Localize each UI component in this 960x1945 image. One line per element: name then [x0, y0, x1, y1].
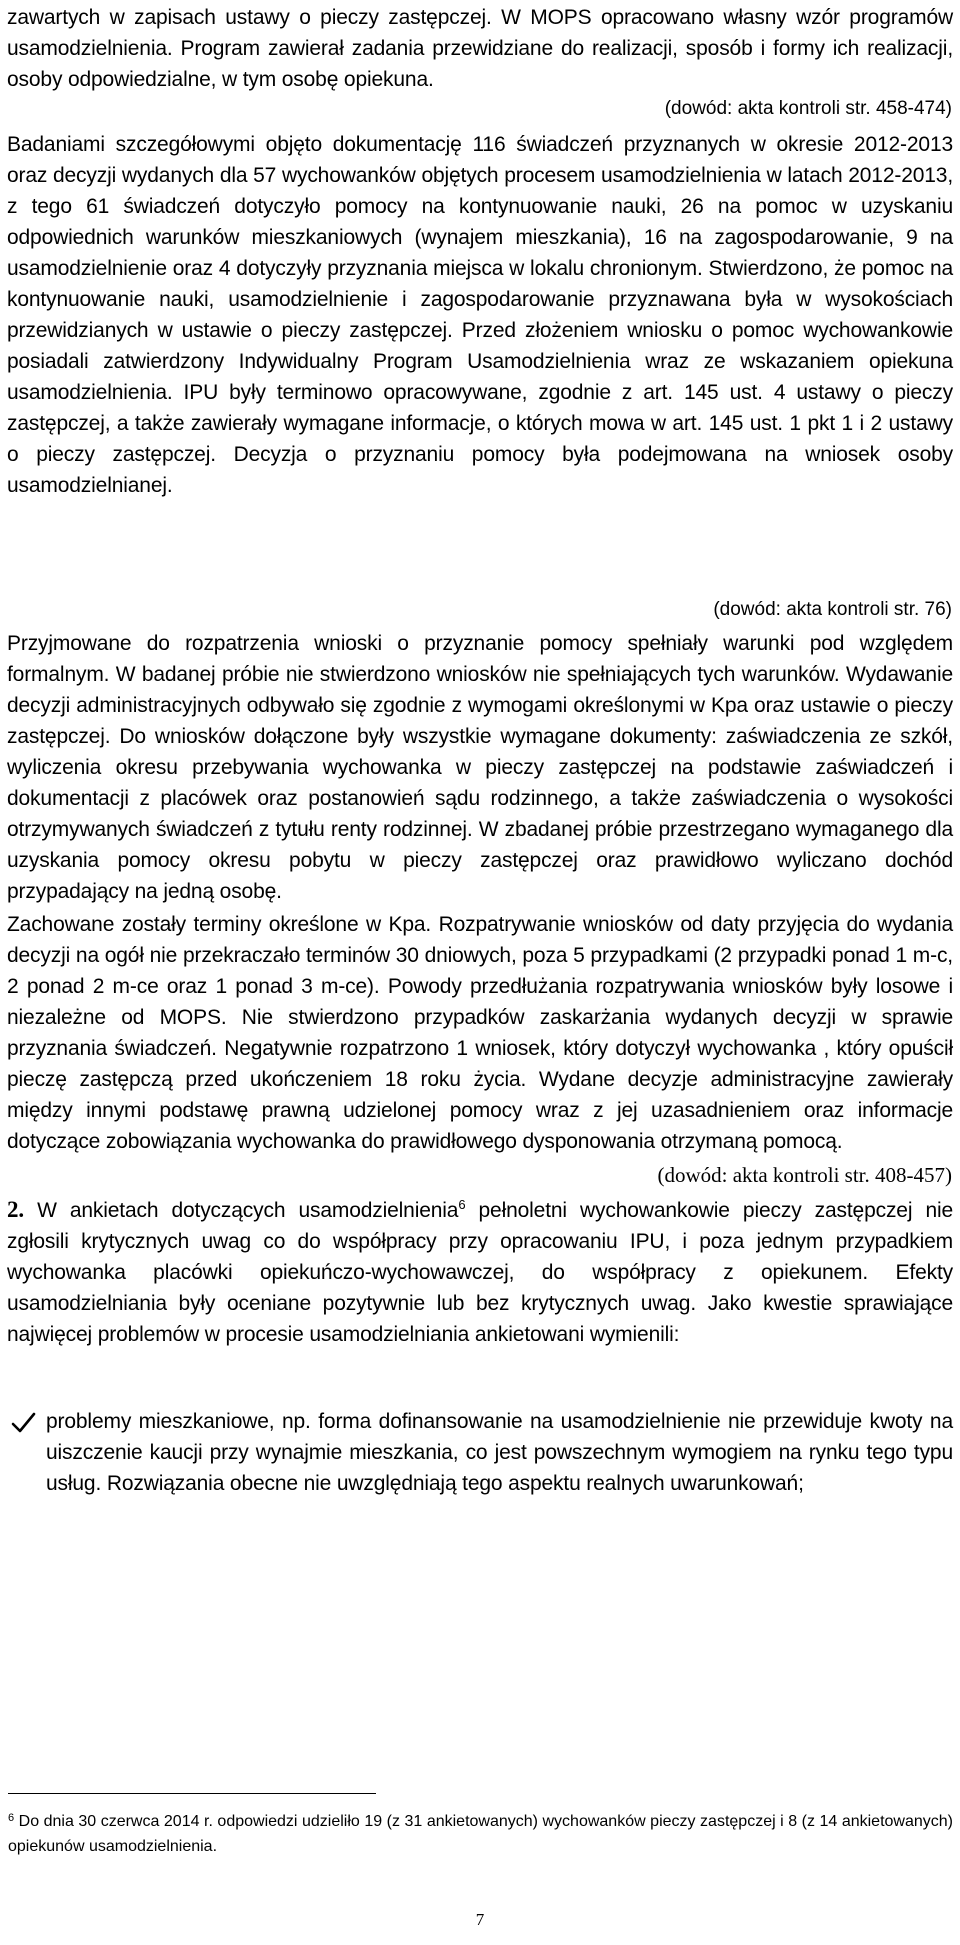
page-number: 7 — [475, 1910, 485, 1929]
paragraph-intro: zawartych w zapisach ustawy o pieczy zastępczej. W MOPS opracowano własny wzór programów usamodzielnienia. Program zawierał zadania przewidziane do realizacji, sposób i formy ich realizacji, osoby odpowiedzialne, w tym osobę opiekuna. — [7, 6, 953, 91]
paragraph-application-requirements: Przyjmowane do rozpatrzenia wnioski o przyznanie pomocy spełniały warunki pod względem formalnym. W badanej próbie nie stwierdzono wniosków nie spełniających tych warunków. Wydawanie decyzji administracyjnych odbywało się zgodnie z wymogami określonymi w Kpa oraz ustawie o pieczy zastępczej. Do wniosków dołączone były wszystkie wymagane dokumenty: zaświadczenia ze szkół, wyliczenia okresu przebywania wychowanka w pieczy zastępczej na podstawie zaświadczeń i dokumentacji z placówek oraz postanowień sądu rodzinnego, a także zaświadczenia o wysokości otrzymywanych świadczeń z tytułu renty rodzinnej. W zbadanej próbie przestrzegano wymaganego dla uzyskania pomocy okresu pobytu w pieczy zastępczej oraz prawidłowo wyliczano dochód przypadający na jedną osobę. — [7, 632, 953, 903]
section-number: 2. — [7, 1197, 24, 1222]
paragraph-deadlines: Zachowane zostały terminy określone w Kpa. Rozpatrywanie wniosków od daty przyjęcia do wydania decyzji na ogół nie przekraczało terminów 30 dniowych, poza 5 przypadkami (2 przypadki ponad 1 m-c, 2 ponad 2 m-ce oraz 1 ponad 3 m-ce). Powody przedłużania rozpatrywania wniosków były losowe i niezależne od MOPS. Nie stwierdzono przypadków zaskarżania wydanych decyzji w sprawie przyznania świadczeń. Negatywnie rozpatrzono 1 wniosek, który dotyczył wychowanka , który opuścił pieczę zastępczą przed ukończeniem 18 roku życia. Wydane decyzje administracyjne zawierały między innymi podstawę prawną udzielonej pomocy wraz z jej uzasadnieniem oraz informacje dotyczące zobowiązania wychowanka do prawidłowego dysponowania otrzymaną pomocą. — [7, 913, 953, 1153]
paragraph-surveys-body: pełnoletni wychowankowie pieczy zastępczej nie zgłosili krytycznych uwag co do współpracy przy opracowaniu IPU, i poza jednym przypadkiem wychowanka placówki opiekuńczo-wychowawczej, do współpracy z opiekunem. Efekty usamodzielniania były oceniane pozytywnie lub bez krytycznych uwag. Jako kwestie sprawiające najwięcej problemów w procesie usamodzielniania ankietowani wymienili: — [7, 1199, 954, 1346]
checkmark-bullet-icon — [8, 1408, 38, 1438]
paragraph-surveys-lead: W ankietach dotyczących usamodzielnienia — [37, 1199, 459, 1222]
evidence-reference-1: (dowód: akta kontroli str. 458-474) — [664, 98, 952, 119]
evidence-reference-3: (dowód: akta kontroli str. 408-457) — [657, 1163, 952, 1187]
footnote — [8, 1809, 953, 1859]
paragraph-detailed-examination: Badaniami szczegółowymi objęto dokumentację 116 świadczeń przyznanych w okresie 2012-2013 oraz decyzji wydanych dla 57 wychowanków objętych procesem usamodzielnienia w latach 2012-2013, z tego 61 świadczeń dotyczyło pomocy na kontynuowanie nauki, 26 na pomoc w uzyskaniu odpowiednich warunków mieszkaniowych (wynajem mieszkania), 16 na zagospodarowanie, 9 na usamodzielnienie oraz 4 dotyczyły przyznania miejsca w lokalu chronionym. Stwierdzono, że pomoc na kontynuowanie nauki, usamodzielnienie i zagospodarowanie przyznawana była w wysokościach przewidzianych w ustawie o pieczy zastępczej. Przed złożeniem wniosku o pomoc wychowankowie posiadali zatwierdzony Indywidualny Program Usamodzielnienia wraz ze wskazaniem opiekuna usamodzielnienia. IPU były terminowo opracowywane, zgodnie z art. 145 ust. 4 ustawy o pieczy zastępczej, a także zawierały wymagane informacje, o których mowa w art. 145 ust. 1 pkt 1 i 2 ustawy o pieczy zastępczej. Decyzja o przyznaniu pomocy była podejmowana na wniosek osoby usamodzielnianej. — [7, 133, 953, 497]
footnote-reference[interactable]: 6 — [458, 1197, 466, 1212]
evidence-reference-2: (dowód: akta kontroli str. 76) — [713, 599, 952, 620]
footnote-separator — [8, 1793, 376, 1794]
footnote-text: Do dnia 30 czerwca 2014 r. odpowiedzi udzieliło 19 (z 31 ankietowanych) wychowanków pieczy zastępczej i 8 (z 14 ankietowanych) opiekunów usamodzielnienia. — [8, 1813, 953, 1855]
paragraph-surveys — [7, 1194, 953, 1350]
bullet-item-housing-problems: problemy mieszkaniowe, np. forma dofinansowanie na usamodzielnienie nie przewiduje kwoty na uiszczenie kaucji przy wynajmie mieszkania, co jest powszechnym wymogiem na rynku tego typu usług. Rozwiązania obecne nie uwzględniają tego aspektu realnych uwarunkowań; — [46, 1410, 953, 1495]
footnote-marker: 6 — [8, 1812, 15, 1824]
